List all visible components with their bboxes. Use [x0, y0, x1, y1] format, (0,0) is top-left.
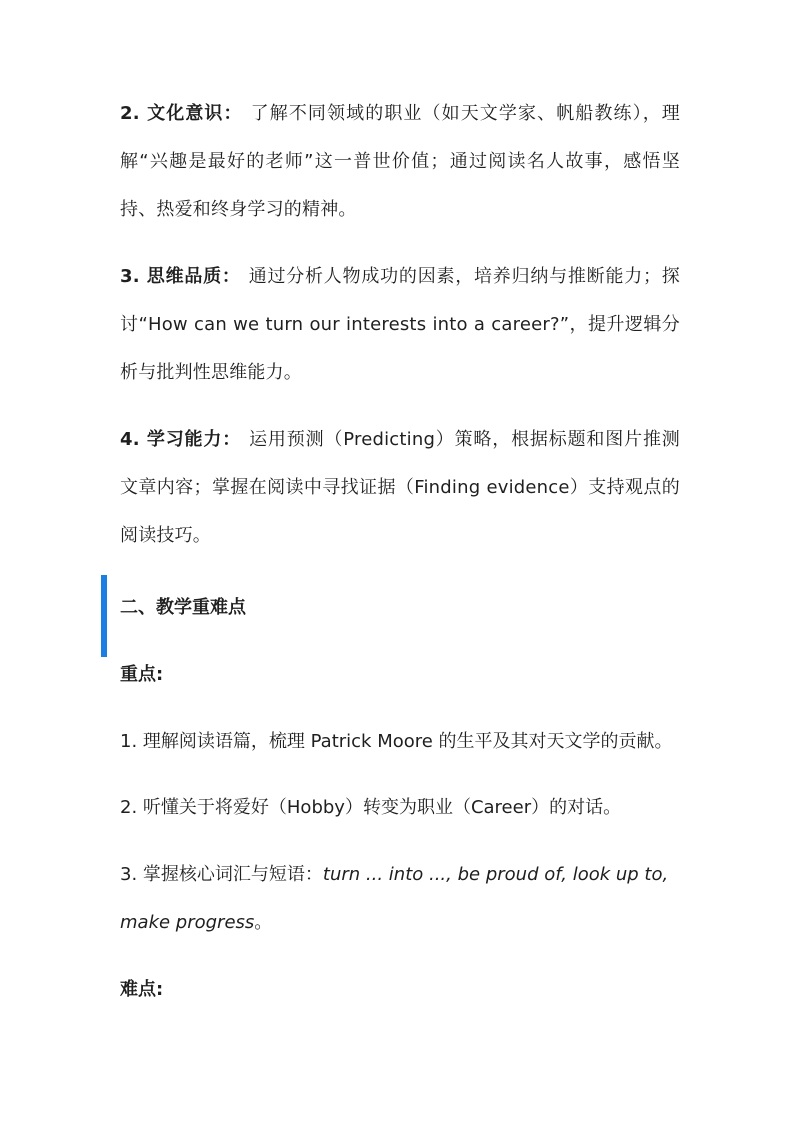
vocab-list-continued: make progress — [120, 912, 255, 933]
objective-text: 运用预测（Predicting）策略，根据标题和图片推测文章内容；掌握在阅读中寻找证据（Finding evidence）支持观点的阅读技巧。 — [120, 429, 680, 546]
objective-lead: 4. 学习能力： — [120, 429, 242, 450]
objective-lead: 3. 思维品质： — [120, 266, 241, 287]
key-point-vocab-item — [120, 851, 690, 899]
key-point-item: 1. 理解阅读语篇，梳理 Patrick Moore 的生平及其对天文学的贡献。 — [120, 731, 673, 752]
objective-cultural-awareness — [120, 90, 680, 234]
objective-thinking-quality — [120, 253, 680, 397]
objective-lead: 2. 文化意识： — [120, 103, 243, 124]
vocab-prefix: 3. 掌握核心词汇与短语： — [120, 864, 323, 885]
key-points-label: 重点: — [120, 664, 164, 685]
section-accent-bar — [101, 575, 107, 657]
objective-text: 通过分析人物成功的因素，培养归纳与推断能力；探讨“How can we turn our interests into a career?”，提升逻辑分析与批判性思维能力。 — [120, 266, 680, 383]
objective-learning-ability — [120, 416, 680, 560]
key-point-item: 2. 听懂关于将爱好（Hobby）转变为职业（Career）的对话。 — [120, 797, 622, 818]
objective-text: 了解不同领域的职业（如天文学家、帆船教练），理解“兴趣是最好的老师”这一普世价值；通过阅读名人故事，感悟坚持、热爱和终身学习的精神。 — [120, 103, 680, 220]
key-point-vocab-continuation — [120, 899, 690, 947]
vocab-suffix: 。 — [254, 912, 273, 933]
difficult-points-label: 难点: — [120, 979, 164, 1000]
vocab-list: turn ... into ..., be proud of, look up to, — [322, 864, 669, 885]
section-heading: 二、教学重难点 — [120, 597, 246, 618]
